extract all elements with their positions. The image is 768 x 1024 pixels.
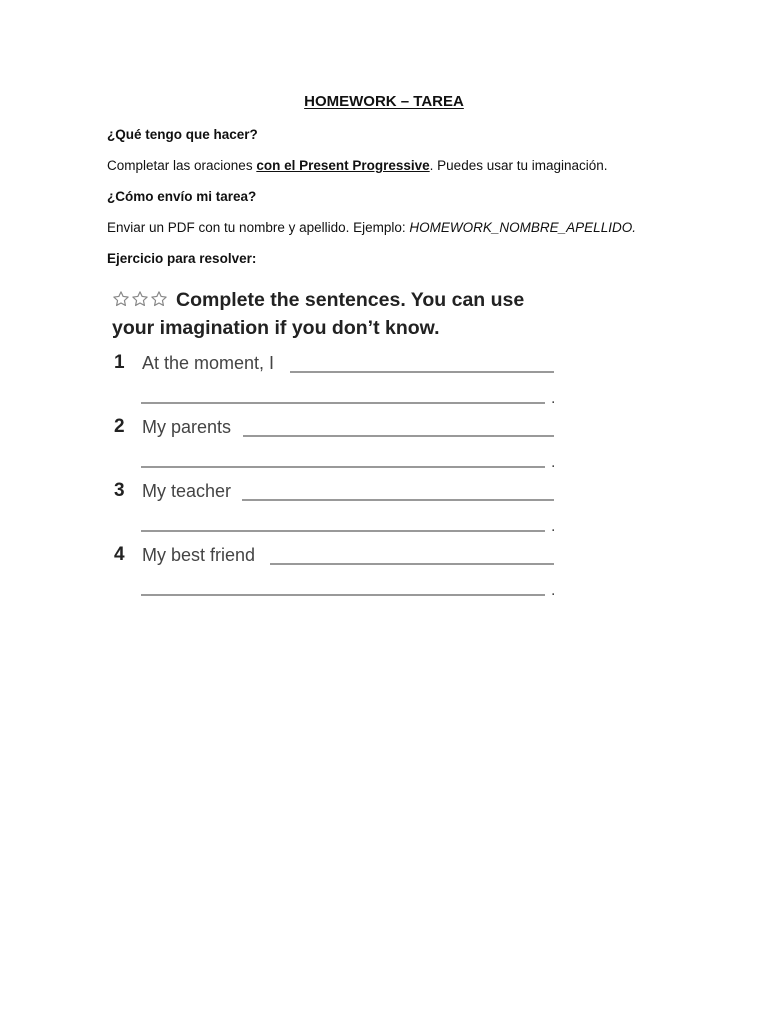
answer-line[interactable] <box>141 402 545 404</box>
answer-what-to-do-text-a: Completar las oraciones <box>107 158 257 173</box>
answer-what-to-do <box>107 158 608 173</box>
exercise-label: Ejercicio para resolver: <box>107 251 257 266</box>
question-what-to-do: ¿Qué tengo que hacer? <box>107 127 258 142</box>
star-outline-icon <box>131 290 149 308</box>
item-period: . <box>551 518 556 535</box>
answer-line[interactable] <box>270 563 554 565</box>
filename-example: HOMEWORK_NOMBRE_APELLIDO. <box>409 220 636 235</box>
question-how-to-send: ¿Cómo envío mi tarea? <box>107 189 257 204</box>
item-number: 3 <box>114 480 125 501</box>
exercise-heading <box>112 286 552 342</box>
item-period: . <box>551 390 556 407</box>
answer-how-to-send-text: Enviar un PDF con tu nombre y apellido. Ejemplo: <box>107 220 410 235</box>
answer-line[interactable] <box>242 499 554 501</box>
answer-line[interactable] <box>141 594 545 596</box>
answer-line[interactable] <box>141 530 545 532</box>
item-number: 4 <box>114 544 125 565</box>
answer-what-to-do-text-c: . Puedes usar tu imaginación. <box>429 158 608 173</box>
page-title: HOMEWORK – TAREA <box>304 93 464 110</box>
star-outline-icon <box>112 290 130 308</box>
star-outline-icon <box>150 290 168 308</box>
answer-line[interactable] <box>243 435 554 437</box>
present-progressive-emphasis: con el Present Progressive <box>256 158 430 173</box>
item-number: 1 <box>114 352 125 373</box>
item-stem: My teacher <box>142 481 232 501</box>
answer-how-to-send <box>107 220 636 235</box>
exercise-box <box>112 286 572 606</box>
exercise-heading-text: Complete the sentences. You can use your imagination if you don’t know. <box>112 289 525 339</box>
difficulty-stars <box>112 290 168 308</box>
item-stem: My best friend <box>142 545 256 565</box>
item-period: . <box>551 454 556 471</box>
item-stem: My parents <box>142 417 232 437</box>
item-stem: At the moment, I <box>142 353 275 373</box>
item-number: 2 <box>114 416 125 437</box>
item-period: . <box>551 582 556 599</box>
answer-line[interactable] <box>290 371 554 373</box>
answer-line[interactable] <box>141 466 545 468</box>
